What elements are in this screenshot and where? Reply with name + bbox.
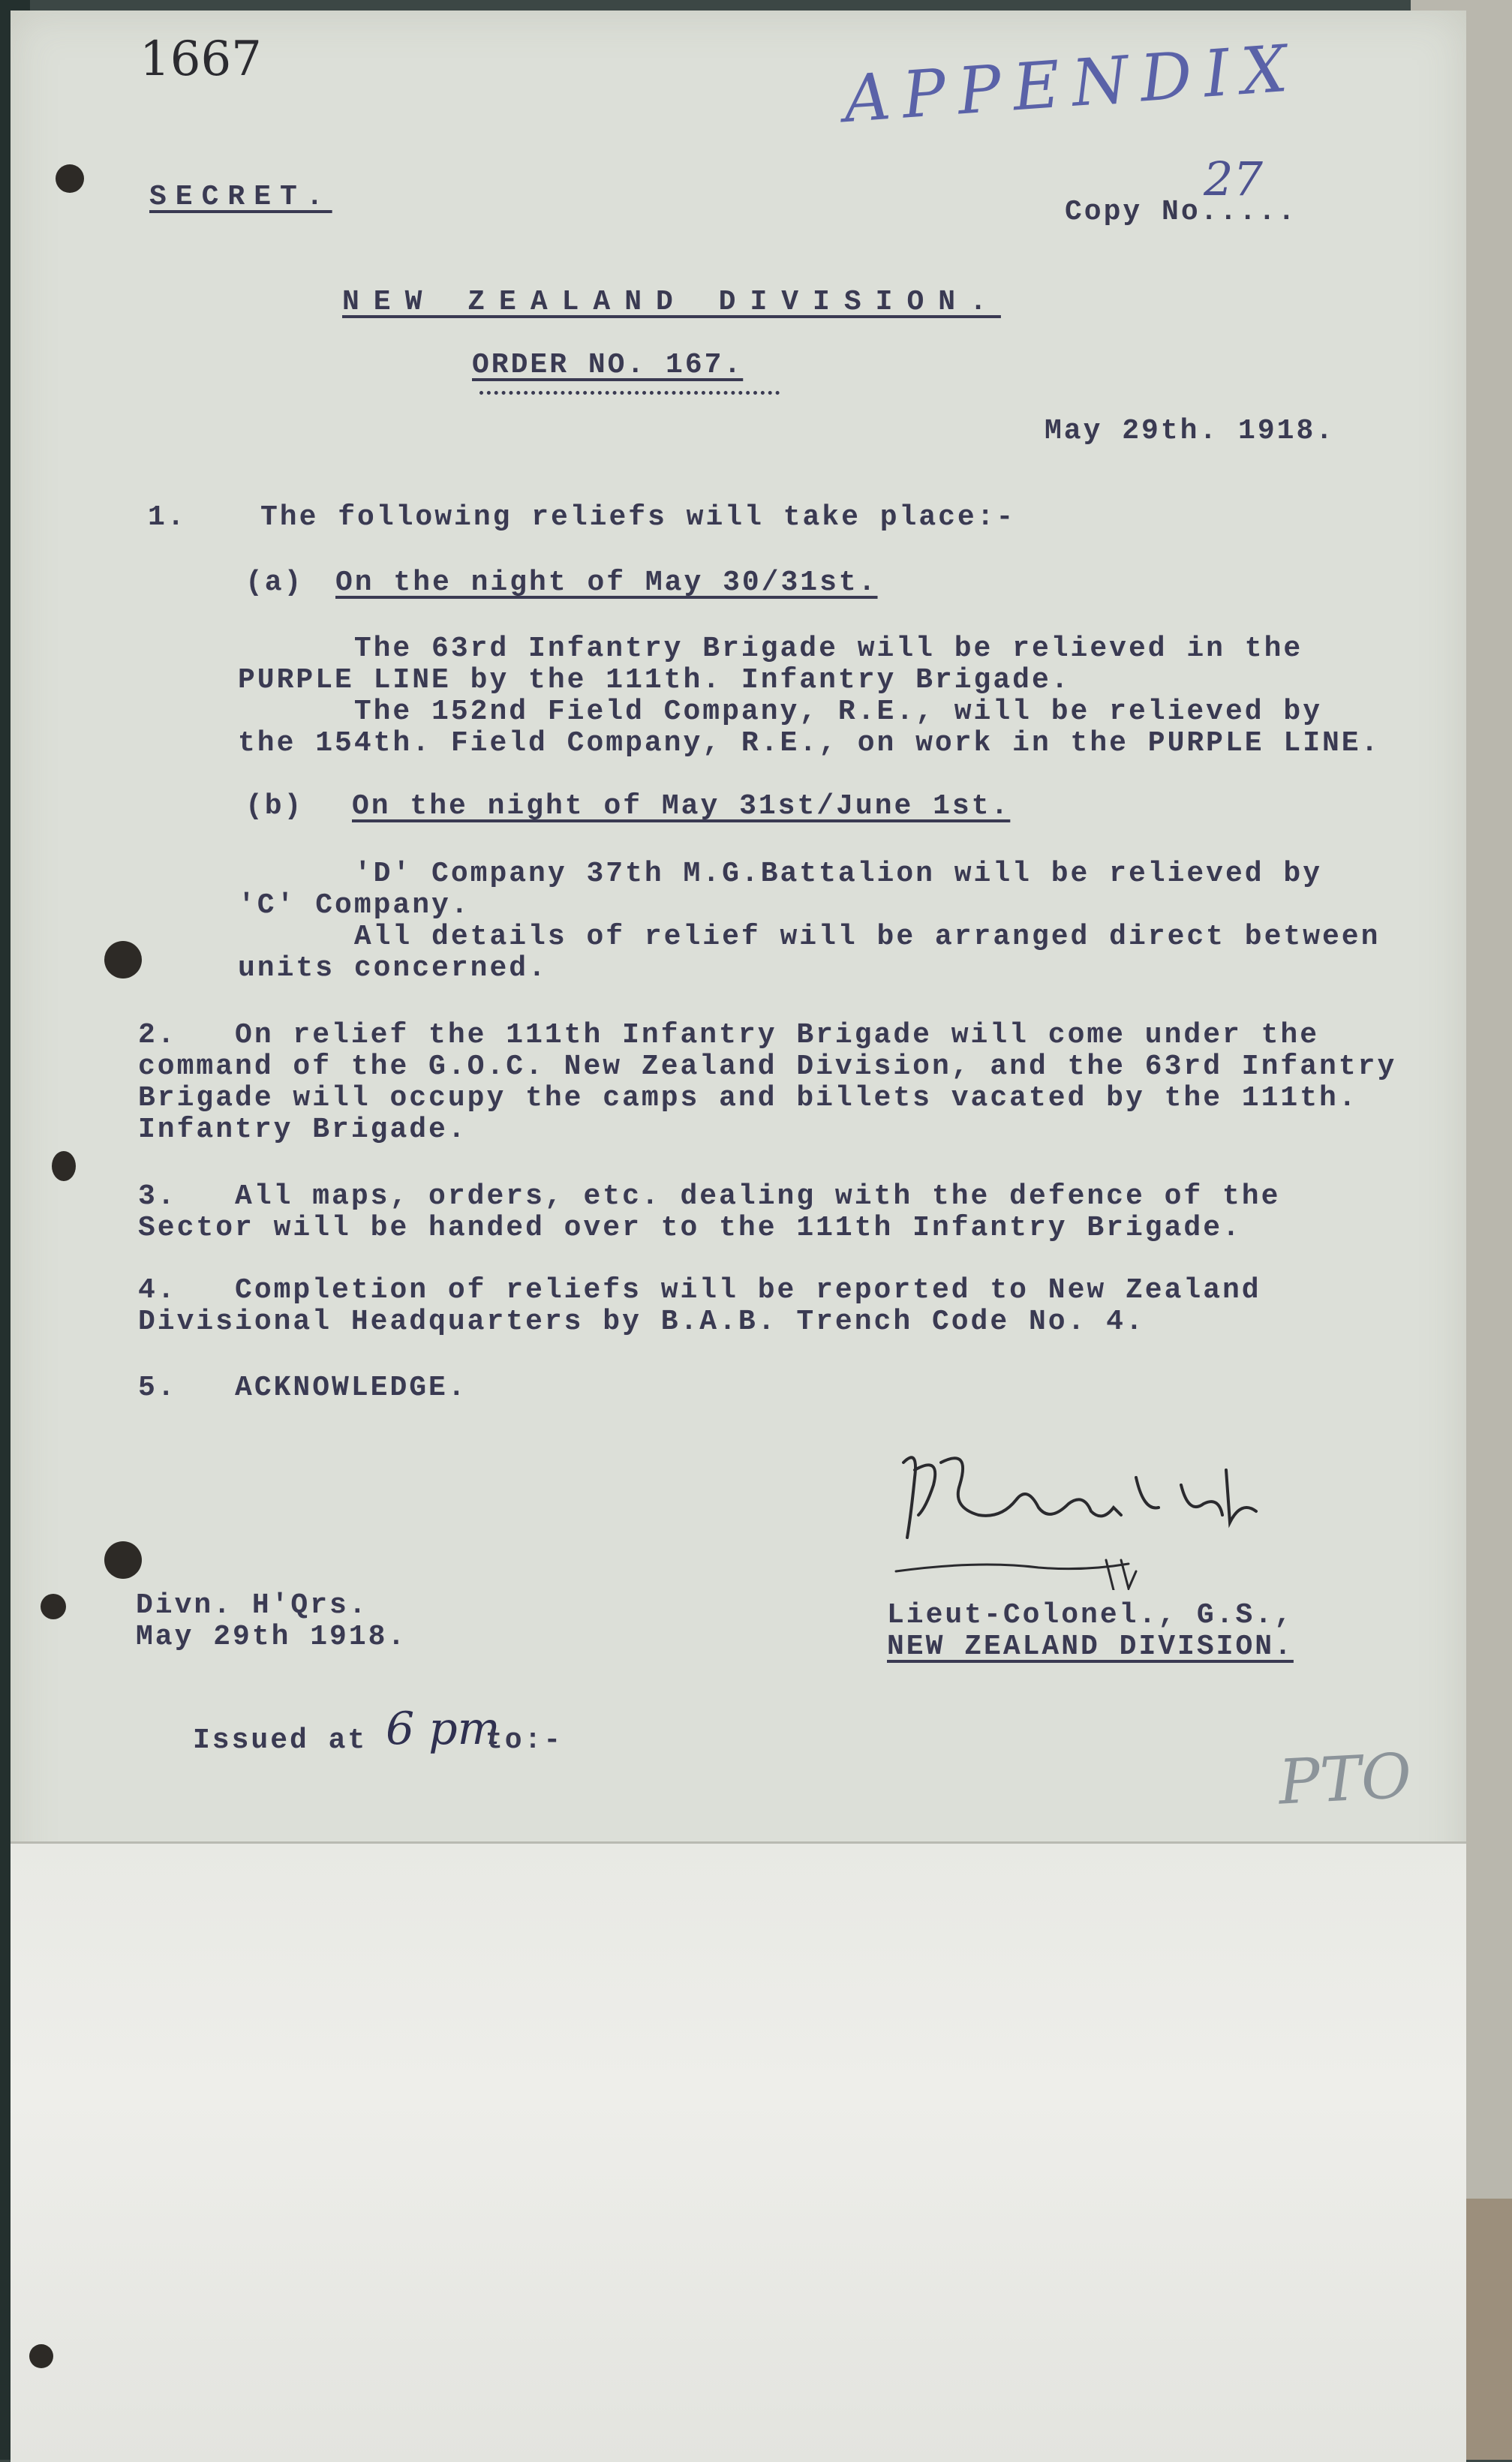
order-title-rule xyxy=(479,391,780,395)
para2-line: Infantry Brigade. xyxy=(138,1114,467,1146)
para3-line: Sector will be handed over to the 111th Infantry Brigade. xyxy=(138,1212,1242,1244)
order-date: May 29th. 1918. xyxy=(1045,415,1336,447)
para1-intro: The following reliefs will take place:- xyxy=(260,501,1016,534)
punch-hole xyxy=(56,164,84,193)
para4-line: 4. Completion of reliefs will be reported to New Zealand xyxy=(138,1274,1261,1306)
punch-hole xyxy=(104,1541,142,1579)
para1-b-heading: On the night of May 31st/June 1st. xyxy=(352,790,1011,822)
para1-a-marker: (a) xyxy=(245,567,304,599)
para1-a-line: The 63rd Infantry Brigade will be relieved in the xyxy=(238,633,1303,665)
signatory-unit: NEW ZEALAND DIVISION. xyxy=(887,1631,1294,1663)
para1-a-line: PURPLE LINE by the 111th. Infantry Brigade. xyxy=(238,664,1071,696)
para2-line: command of the G.O.C. New Zealand Division, and the 63rd Infantry xyxy=(138,1051,1397,1083)
issued-prefix: Issued at xyxy=(193,1724,368,1757)
folded-lower-section xyxy=(11,1841,1466,2462)
appendix-pencil-note: APPENDIX xyxy=(841,30,1302,138)
para1-b-marker: (b) xyxy=(245,790,304,822)
para3-line: 3. All maps, orders, etc. dealing with the defence of the xyxy=(138,1180,1281,1213)
para4-line: Divisional Headquarters by B.A.B. Trench Code No. 4. xyxy=(138,1306,1145,1338)
handwritten-signature xyxy=(888,1440,1369,1590)
pto-pencil-note: PTO xyxy=(1276,1740,1414,1819)
punch-hole xyxy=(29,2344,53,2368)
order-title: ORDER NO. 167. xyxy=(472,349,744,381)
copy-number-handwritten: 27 xyxy=(1204,152,1263,206)
para1-a-line: the 154th. Field Company, R.E., on work in the PURPLE LINE. xyxy=(238,727,1381,759)
punch-hole xyxy=(104,941,142,978)
para2-line: Brigade will occupy the camps and billets vacated by the 111th. xyxy=(138,1082,1358,1114)
para1-number: 1. xyxy=(148,501,187,534)
issued-suffix: to:- xyxy=(485,1724,564,1757)
document-sheet xyxy=(11,11,1466,2460)
hq-date: May 29th 1918. xyxy=(136,1621,407,1653)
signatory-title: Lieut-Colonel., G.S., xyxy=(887,1599,1294,1631)
para1-b-line: 'D' Company 37th M.G.Battalion will be relieved by xyxy=(238,858,1323,890)
issued-time-handwritten: 6 pm xyxy=(386,1703,500,1755)
para5-acknowledge: 5. ACKNOWLEDGE. xyxy=(138,1372,467,1404)
para2-line: 2. On relief the 111th Infantry Brigade will come under the xyxy=(138,1019,1320,1051)
para1-a-line: The 152nd Field Company, R.E., will be relieved by xyxy=(238,696,1323,728)
division-title: NEW ZEALAND DIVISION. xyxy=(342,286,1001,318)
para1-b-line: All details of relief will be arranged direct between xyxy=(238,921,1381,953)
archive-number: 1667 xyxy=(140,32,262,87)
classification-secret: SECRET. xyxy=(149,181,332,213)
copy-number-label: Copy No..... xyxy=(1065,196,1297,228)
punch-hole xyxy=(52,1151,76,1181)
hq-line: Divn. H'Qrs. xyxy=(136,1589,368,1622)
punch-hole xyxy=(41,1594,66,1619)
para1-b-line: 'C' Company. xyxy=(238,889,470,921)
para1-a-heading: On the night of May 30/31st. xyxy=(335,567,878,599)
para1-b-line: units concerned. xyxy=(238,952,548,984)
